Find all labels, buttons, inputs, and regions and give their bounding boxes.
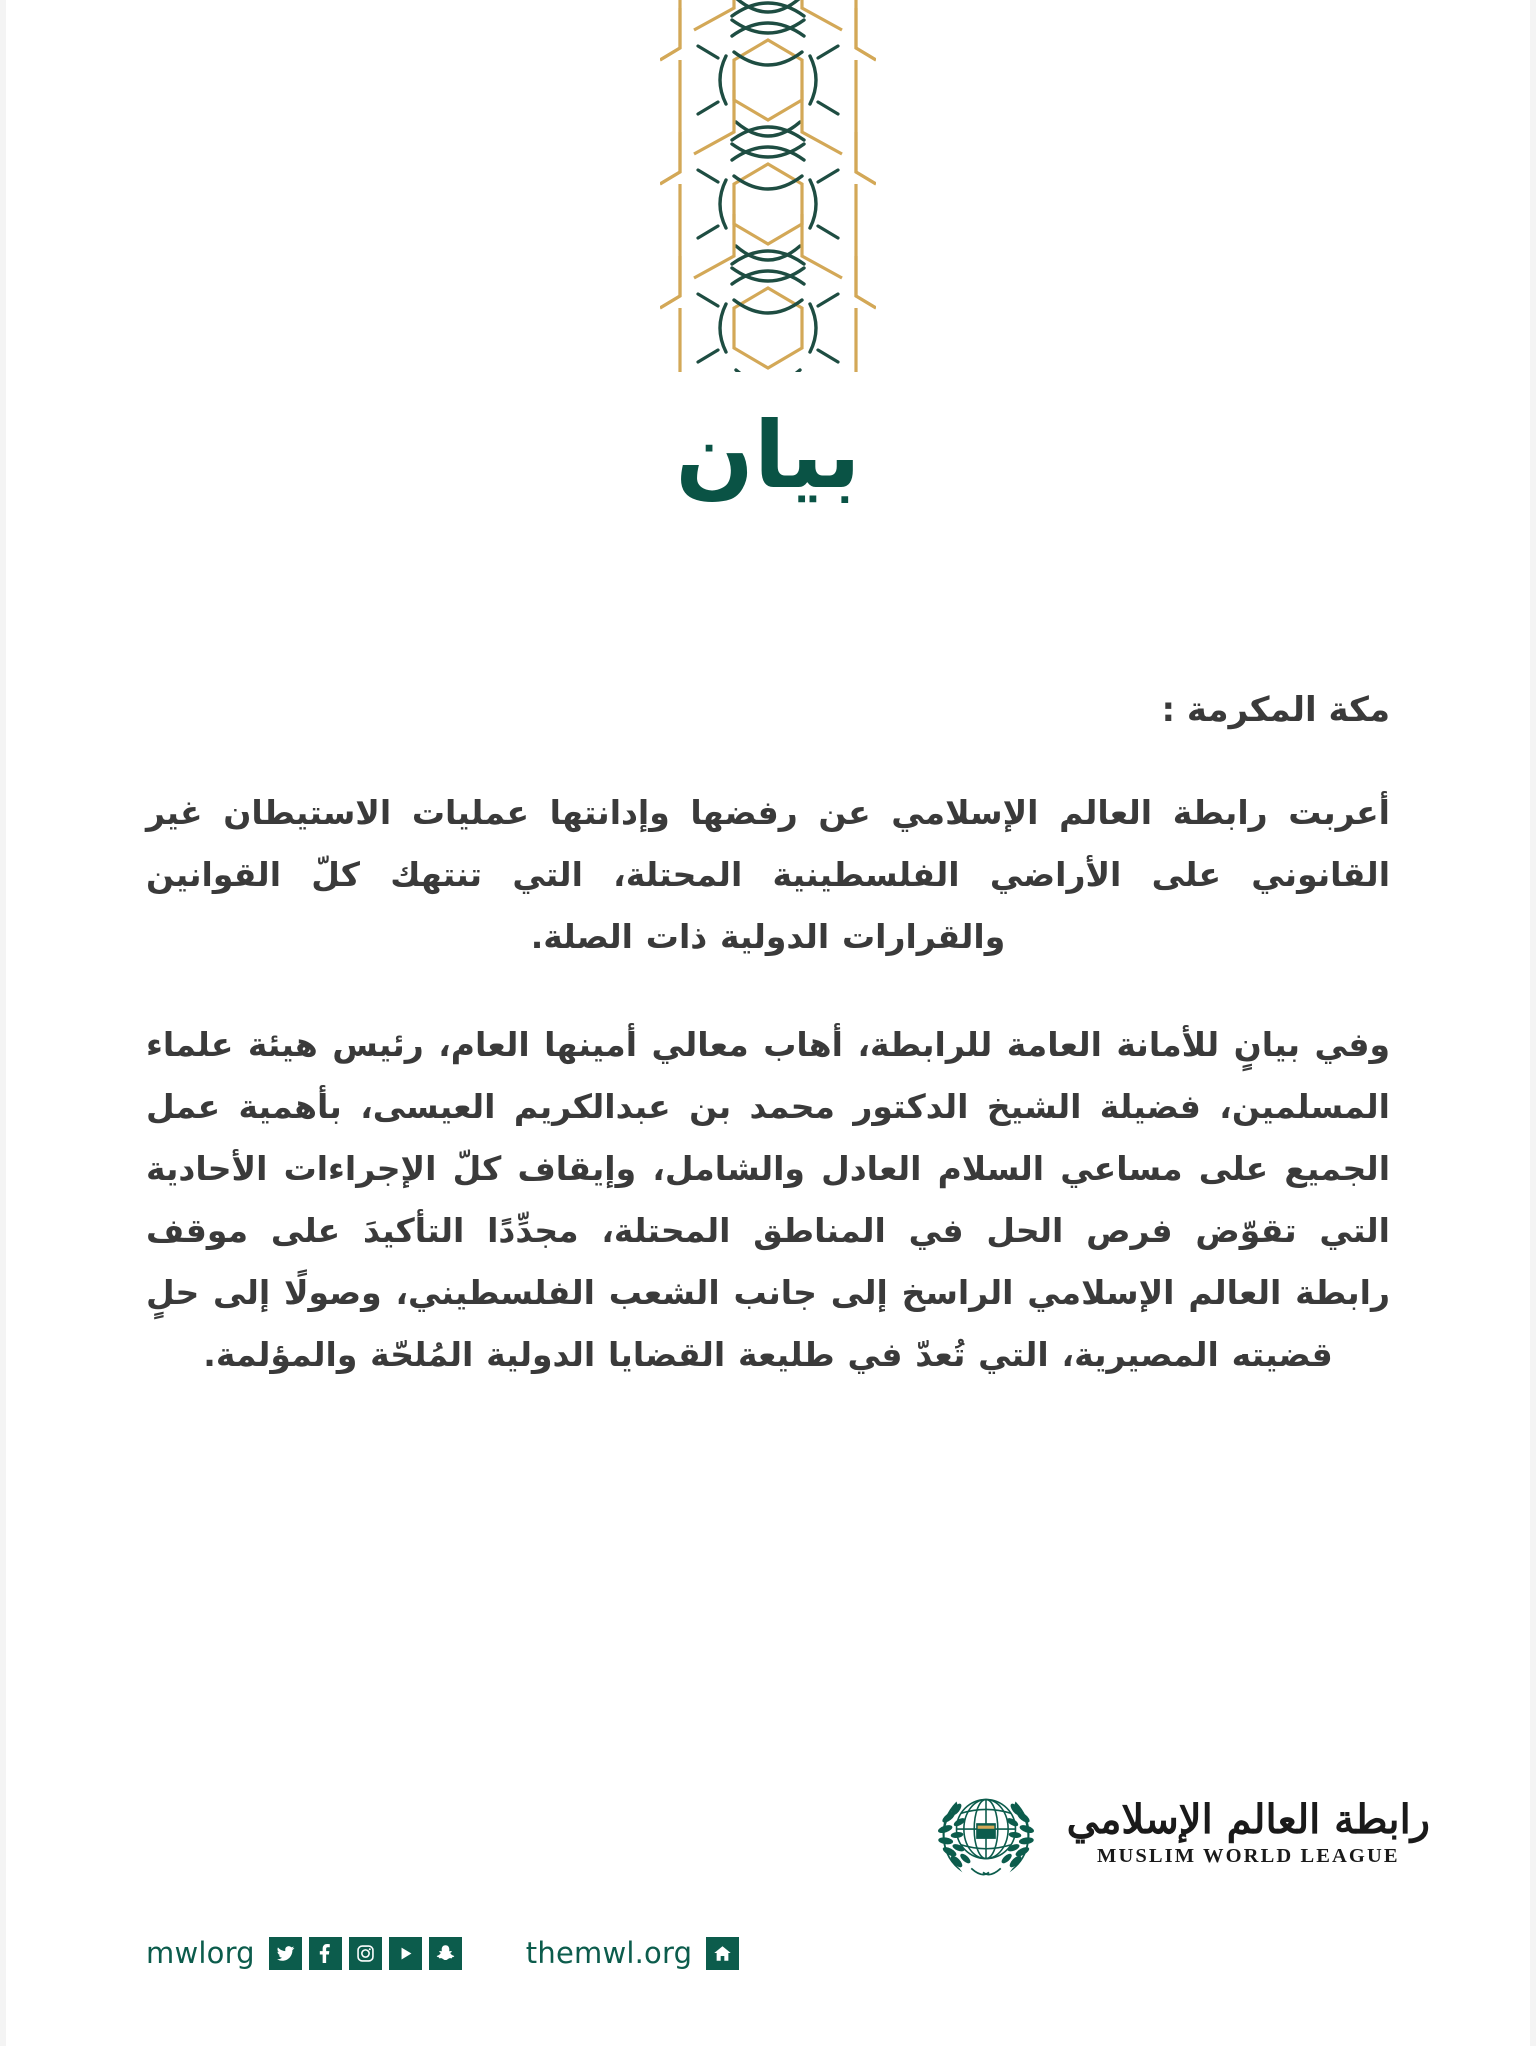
statement-body bbox=[146, 690, 1390, 1386]
islamic-geometric-pattern bbox=[660, 0, 876, 372]
snapchat-icon[interactable] bbox=[429, 1937, 462, 1970]
paragraph-2: وفي بيانٍ للأمانة العامة للرابطة، أهاب معالي أمينها العام، رئيس هيئة علماء المسلمين، فضيلة الشيخ الدكتور محمد بن عبدالكريم العيسى، بأهمية عمل الجميع على مساعي السلام العادل والشامل، وإيقاف كلّ الإجراءات الأحادية التي تقوّض فرص الحل في المناطق المحتلة، مجدِّدًا التأكيدَ على موقف رابطة العالم الإسلامي الراسخ إلى جانب الشعب الفلسطيني، وصولًا إلى حلٍ قضيته المصيرية، التي تُعدّ في طليعة القضايا الدولية المُلحّة والمؤلمة. bbox=[146, 1025, 1390, 1375]
social-handle: mwlorg bbox=[146, 1936, 255, 1970]
instagram-icon[interactable] bbox=[349, 1937, 382, 1970]
twitter-icon[interactable] bbox=[269, 1937, 302, 1970]
youtube-icon[interactable] bbox=[389, 1937, 422, 1970]
dateline: مكة المكرمة : bbox=[1161, 690, 1390, 730]
social-strip bbox=[146, 1936, 739, 1970]
paragraph-1: أعربت رابطة العالم الإسلامي عن رفضها وإدانتها عمليات الاستيطان غير القانوني على الأراضي الفلسطينية المحتلة، التي تنتهك كلّ القوانين والقرارات الدولية ذات الصلة. bbox=[146, 793, 1390, 957]
facebook-icon[interactable] bbox=[309, 1937, 342, 1970]
globe-laurel-emblem bbox=[927, 1774, 1045, 1892]
home-icon[interactable] bbox=[706, 1937, 739, 1970]
page-title: بيان bbox=[675, 402, 861, 509]
mwl-name-arabic: رابطة العالم الإسلامي bbox=[1066, 1795, 1430, 1843]
website-url: themwl.org bbox=[525, 1936, 693, 1970]
social-icon-row bbox=[269, 1937, 462, 1970]
mwl-wordmark bbox=[1066, 1795, 1430, 1867]
mwl-logo bbox=[927, 1774, 1430, 1892]
mwl-name-english: MUSLIM WORLD LEAGUE bbox=[1097, 1844, 1400, 1867]
page-footer bbox=[6, 1746, 1530, 2046]
